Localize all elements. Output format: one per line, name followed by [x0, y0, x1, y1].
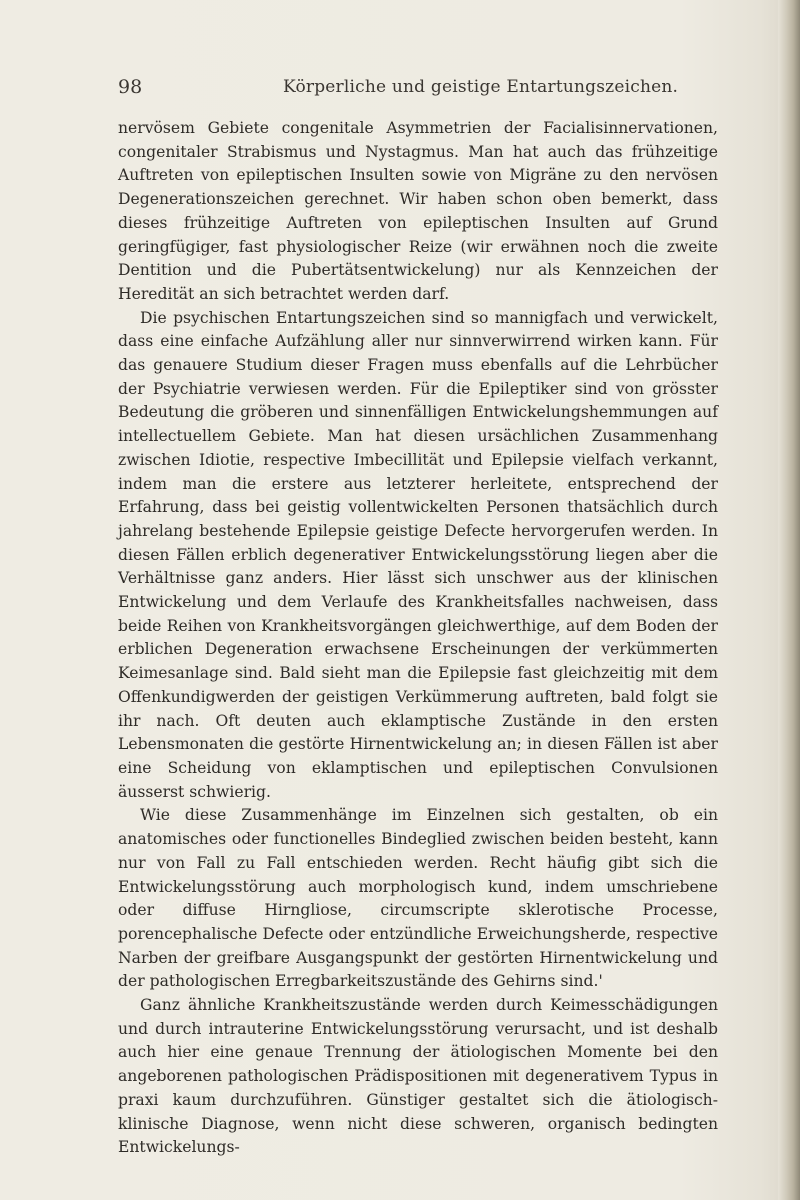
running-title: Körperliche und geistige Entartungszeichen.: [283, 77, 679, 97]
paragraph-2: Die psychischen Entartungszeichen sind so mannigfach und verwickelt, dass eine einfache Aufzählung aller nur sinnverwirrend wirken kann. Für das genauere Studium dieser Fragen muss ebenfalls auf die Lehrbücher der Psychiatrie verwiesen werden. Für die Epileptiker sind von grösster Bedeutung die gröberen und sinnenfälligen Entwickelungshemmungen auf intellectuellem Gebiete. Man hat diesen ursächlichen Zusammenhang zwischen Idiotie, respective Imbecillität und Epilepsie vielfach verkannt, indem man die erstere aus letzterer herleitete, entsprechend der Erfahrung, dass bei geistig vollentwickelten Personen thatsächlich durch jahrelang bestehende Epilepsie geistige Defecte hervorgerufen werden. In diesen Fällen erblich degenerativer Entwickelungsstörung liegen aber die Verhältnisse ganz anders. Hier lässt sich unschwer aus der klinischen Entwickelung und dem Verlaufe des Krankheitsfalles nachweisen, dass beide Reihen von Krankheitsvorgängen gleichwerthige, auf dem Boden der erblichen Degeneration erwachsene Erscheinungen der verkümmerten Keimesanlage sind. Bald sieht man die Epilepsie fast gleichzeitig mit dem Offenkundigwerden der geistigen Verkümmerung auftreten, bald folgt sie ihr nach. Oft deuten auch eklamptische Zustände in den ersten Lebensmonaten die gestörte Hirnentwickelung an; in diesen Fällen ist aber eine Scheidung von eklamptischen und epileptischen Convulsionen äusserst schwierig.: [118, 308, 718, 801]
body-text: [118, 117, 718, 1160]
page-number: 98: [118, 76, 143, 98]
paragraph-4: Ganz ähnliche Krankheitszustände werden durch Keimesschädigungen und durch intrauterine Entwickelungsstörung verursacht, und ist deshalb auch hier eine genaue Trennung der ätiologischen Momente bei den angeborenen pathologischen Prädispositionen mit degenerativem Typus in praxi kaum durchzuführen. Günstiger gestaltet sich die ätiologisch-klinische Diagnose, wenn nicht diese schweren, organisch bedingten Entwickelungs-: [118, 996, 718, 1157]
page-header: [118, 76, 718, 100]
page-binding-edge: [778, 0, 800, 1200]
paragraph-1: nervösem Gebiete congenitale Asymmetrien der Facialisinnervationen, congenitaler Strabismus und Nystagmus. Man hat auch das frühzeitige Auftreten von epileptischen Insulten sowie von Migräne zu den nervösen Degenerationszeichen gerechnet. Wir haben schon oben bemerkt, dass dieses frühzeitige Auftreten von epileptischen Insulten auf Grund geringfügiger, fast physiologischer Reize (wir erwähnen noch die zweite Dentition und die Pubertätsentwickelung) nur als Kennzeichen der Heredität an sich betrachtet werden darf.: [118, 119, 718, 303]
paragraph-3: Wie diese Zusammenhänge im Einzelnen sich gestalten, ob ein anatomisches oder functionelles Bindeglied zwischen beiden besteht, kann nur von Fall zu Fall entschieden werden. Recht häufig gibt sich die Entwickelungsstörung auch morphologisch kund, indem umschriebene oder diffuse Hirngliose, circumscripte sklerotische Processe, porencephalische Defecte oder entzündliche Erweichungsherde, respective Narben der greifbare Ausgangspunkt der gestörten Hirnentwickelung und der pathologischen Erregbarkeitszustände des Gehirns sind.': [118, 806, 718, 991]
